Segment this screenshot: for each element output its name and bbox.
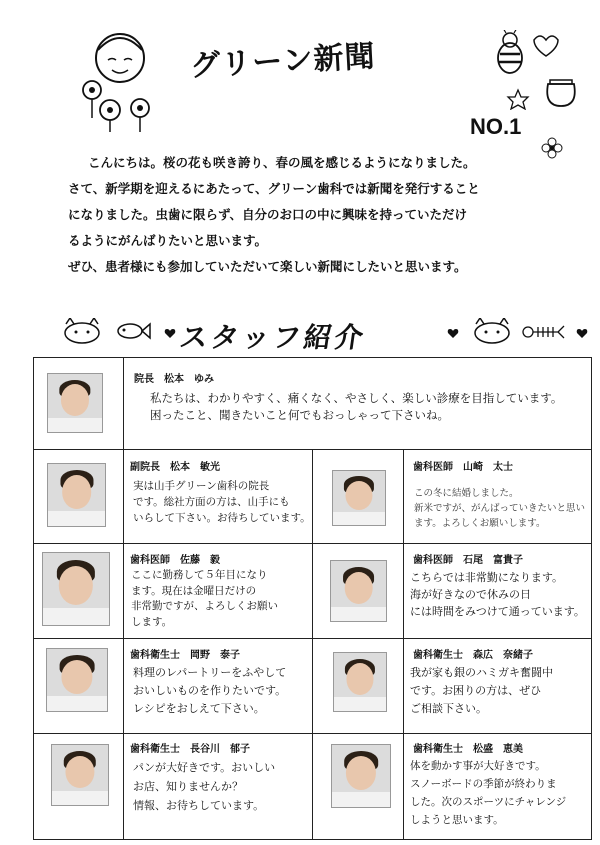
staff-role-name: 歯科衛生士 長谷川 郁子 — [130, 744, 250, 755]
cat-icon — [62, 318, 102, 344]
staff-intro-heading: スタッフ紹介 — [177, 321, 369, 354]
staff-message: 体を動かす事が大好きです。 スノーボードの季節が終わりま した。次のスポーツにチャレンジ しようと思います。 — [410, 760, 567, 826]
issue-number: NO.1 — [470, 114, 522, 139]
staff-role-name: 歯科医師 佐藤 毅 — [130, 555, 220, 566]
fish-icon — [116, 322, 152, 340]
staff-role-name: 歯科医師 石尾 富貴子 — [413, 555, 523, 566]
fish-bone-icon — [522, 324, 566, 340]
staff-photo — [332, 470, 386, 526]
staff-message: ここに勤務して５年目になり ます。現在は金曜日だけの 非常勤ですが、よろしくお願い します。 — [131, 569, 278, 628]
intro-line: るようにがんばりたいと思います。 — [68, 233, 268, 248]
staff-role-name: 歯科医師 山崎 太士 — [413, 462, 513, 473]
heart-icon — [576, 328, 588, 339]
staff-photo — [47, 373, 103, 433]
intro-line: になりました。虫歯に限らず、自分のお口の中に興味を持っていただけ — [68, 207, 468, 222]
table-divider — [403, 449, 404, 840]
staff-role-name: 院長 松本 ゆみ — [134, 374, 214, 385]
staff-photo — [46, 648, 108, 712]
staff-message: パンが大好きです。おいしい お店、知りませんか？ 情報、お待ちしています。 — [133, 761, 276, 812]
staff-message: 料理のレパートリーをふやして おいしいものを作りたいです。 レシピをおしえて下さい。 — [133, 666, 287, 715]
staff-photo — [42, 552, 110, 626]
table-divider — [123, 357, 124, 840]
staff-role-name: 歯科衛生士 森広 奈緒子 — [413, 650, 533, 661]
staff-message: こちらでは非常勤になります。 海が好きなので休みの日 には時間をみつけて通っています。 — [410, 571, 585, 618]
intro-paragraph — [68, 150, 568, 280]
staff-photo — [47, 463, 106, 527]
staff-message: 実は山手グリーン歯科の院長 です。総社方面の方は、山手にも いらして下さい。お待ちしています。 — [133, 480, 311, 524]
girl-flowers-illustration — [72, 28, 167, 133]
staff-photo — [331, 744, 391, 808]
newsletter-title: グリーン新聞 — [189, 39, 377, 84]
intro-line: ぜひ、患者様にも参加していただいて楽しい新聞にしたいと思います。 — [68, 259, 467, 274]
staff-photo — [333, 652, 387, 712]
staff-photo — [330, 560, 387, 622]
heart-icon — [164, 328, 176, 339]
staff-role-name: 歯科衛生士 松盛 恵美 — [413, 744, 523, 755]
staff-message: 我が家も銀のハミガキ奮闘中 です。お困りの方は、ぜひ ご相談下さい。 — [410, 666, 553, 715]
staff-role-name: 歯科衛生士 岡野 泰子 — [130, 650, 240, 661]
staff-message: この冬に結婚しました。 新米ですが、がんばっていきたいと思い ます。よろしくお願いします。 — [414, 488, 586, 529]
bee-honey-illustration — [488, 30, 583, 110]
intro-line: さて、新学期を迎えるにあたって、グリーン歯科では新聞を発行すること — [68, 181, 480, 196]
staff-photo — [51, 744, 109, 806]
heart-icon — [447, 328, 459, 339]
staff-message: 私たちは、わかりやすく、痛くなく、やさしく、楽しい診療を目指しています。 困ったこと、聞きたいこと何でもおっしゃって下さいね。 — [150, 391, 563, 422]
intro-line: こんにちは。桜の花も咲き誇り、春の風を感じるようになりました。 — [88, 155, 476, 170]
staff-role-name: 副院長 松本 敏光 — [130, 462, 220, 473]
cat-icon — [472, 318, 512, 344]
table-divider — [312, 449, 313, 840]
